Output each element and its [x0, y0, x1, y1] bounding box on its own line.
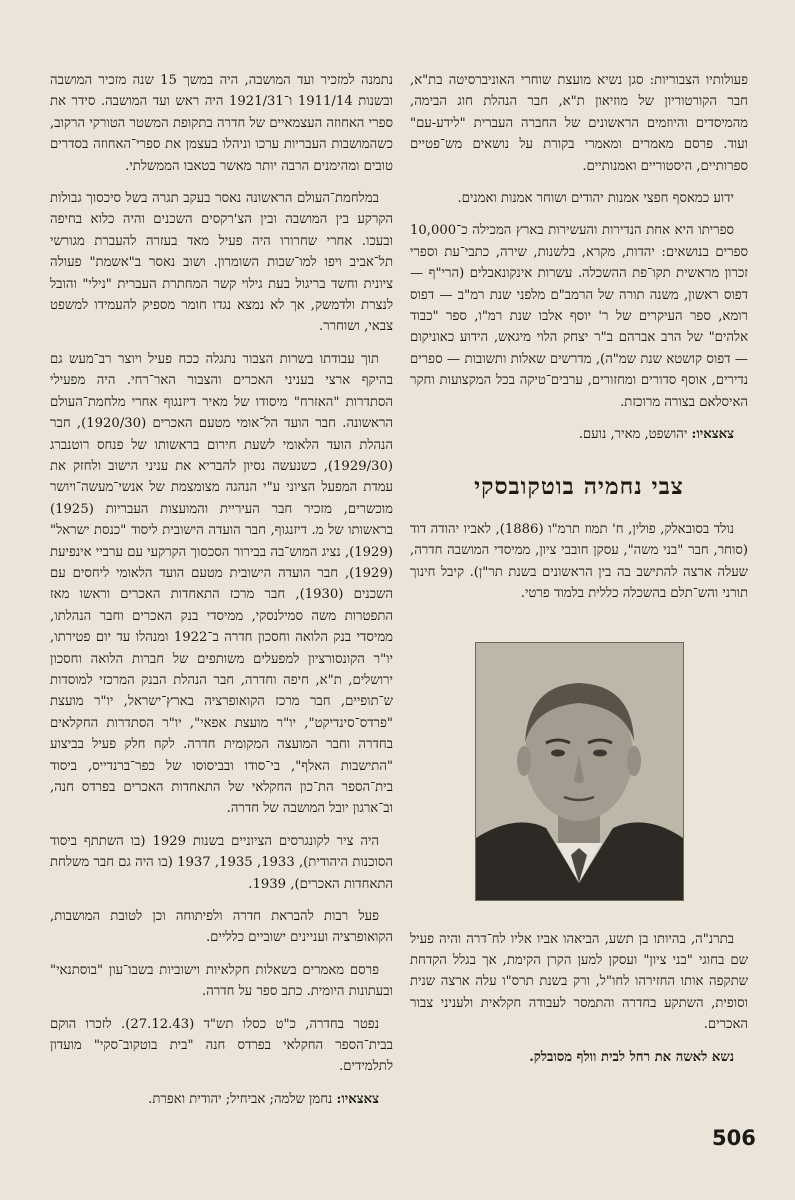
paragraph: ספריתו היא אחת הנדירות והעשירות בארץ המכילה כ־10,000 ספרים בנושאים: יהדות, מקרא, בלשנות, שירה, כתבי־עת וספרי זכרון מראשית תקו־פת ההשכלה. עשרות אינקונאבלים (הרי"ף — דפוס ראשון, משנה תורה של הרמב"ם מלפני שנת רמ"ב — דפוס רומא, ספר העיקרים של ר' יוסף אלבו שנת רמ"ו, ספר "כבוד אלהים" של הרב אברהם ב"ר יצחק הלוי מיגאש, הידוע כאוניקום — דפוס קושטא שנת שמ"ה), מדרשים שאלות ותשובות — ספרים נדירים, אוסף סדורים ומחזורים, ערבים־טיקה בכל המקצועות וחקר האיסלאם בצורה מרוכזת. — [410, 223, 748, 410]
paragraph: פעל רבות להבראת חדרה ולפיתוחה וכן לטובת המושבות, הקואופרציה ועניינים ישוביים כלליים. — [50, 909, 393, 946]
page-number: 506 — [712, 1126, 756, 1150]
portrait-photo — [475, 642, 684, 901]
descendants-text: נחמן שלמה; אביחיל; יהודית ואפרת. — [148, 1091, 333, 1107]
descendants-label: צאצאיו: — [691, 427, 734, 443]
paragraph: נתמנה למזכיר ועד המושבה, היה במשך 15 שנה מזכיר המושבה ובשנות 1911/14 ו־1921/31 היה ראש ועד המושבה. סידר את ספרי האחוזה העצמאיים של חדרה בתקופת המשטר הטורקי הרקוב, כשהמושבות העבריות ערכו וניהלו בעצמן את ספרי־האחוזה בסדרים טובים ומהימנים הרבה יותר מאשר בטאבו הממשלתי. — [50, 73, 394, 174]
left-column — [50, 70, 393, 1121]
paragraph: פעולותיו הצבוריות: סגן נשיא מועצת שוחרי האוניברסיטה בת"א, חבר הקורטוריון של מוזיאון ת"א, חבר הנהלת חוג הבימה, מהמיסדים והיוזמים הראשונים של החברה העברית "לידע-עם" ועוד. פרסם מאמרים ומאמרי בקורת על נושאים מש־פטיים ספרותיים, היסטוריים ואמנותיים. — [410, 73, 748, 174]
paragraph-married: נשא לאשה את רחל לבית וולף מסובלק. — [529, 1049, 734, 1065]
portrait-image — [476, 643, 683, 900]
descendants-label: צאצאיו: — [336, 1091, 379, 1107]
paragraph: נולד בסובאלק, פולין, ח' תמוז תרמ"ו (1886), לאביו יהודה דוד (סוחר, חבר "בני משה", עסקן חובבי ציון, ממיסדי המושבה חדרה, שעלה ארצה להתישב בה בין הראשונים בשנת תר"ן). קיבל חינוך תורני והש־תלם בהשכלה כללית בלמוד פרטי. — [410, 521, 748, 602]
paragraph: במלחמת־העולם הראשונה נאסר בעקב תגרה בשל סיכסוך גבולות הקרקע בין המושבה ובין הצ'רקסים השכנים והיה כלוא בחיפה ובעכו. אחרי שחרורו היה פעיל מאד בעזרה להעברת מגורשי תל־אביב ויפו למו־שבות השומרון. ושוב נאסר ב"אשמת" פעולה ציונית וחשד בריגול בעת גילוי קשר המחתרת העברית "נילי" והובל לנצרת ולדמשק, אך לא נמצא נגדו חומר מספיק להעמידו למשפט צבאי, ושוחרר. — [50, 191, 393, 335]
paragraph: נפטר בחדרה, כ"ט כסלו תש"ד (27.12.43). לזכרו הוקם בבית־הספר החקלאי בפרדס חנה "בית בוטקוב־סקי" מועדון לתלמידים. — [50, 1016, 393, 1075]
descendants-line — [50, 1089, 393, 1110]
paragraph: היה ציר לקונגרסים הציוניים בשנות 1929 (בו השתתף ביסוד הסוכנות היהודית), 1933, 1935, 1937 (בו היה גם חבר משלחת התאחדות האכרים), 1939. — [50, 833, 394, 892]
paragraph: ידוע כמאסף חפצי אמנות יהודים ושוחר אמנות ואמנים. — [457, 191, 734, 207]
paragraph: תוך עבודתו בשרות הצבור נתגלה ככח פעיל ויוצר רב־מעש גם בהיקף ארצי בעניני האכרים והצבור האר־רחי. היה מפעילי הסתדרות "האזרח" מיסודו של מאיר דיזנגוף אחרי מלחמת־העולם הראשונה. חבר הועד הל־אומי מטעם האכרים (1920/30), חבר הנהלת הועד הלאומי לשעת חירום בראשותו של פנחס רוטנברג (1929/30), כשנעשה נסיון להבריא את עניני הישוב ולחזק את עמדת המפעל הציוני ע"י הנהגה מצומצמת של אנשי־מעשה־ויושר מוכשרים, מזכיר חבר העיריית והמועצות העבריות (1925) בראשותו של מ. דיזנגוף, חבר הועדה הישובית ליסוד "כנסת ישראל" (1929), נציג המוש־בה בבירור הסכסוך הקרקעי עם ערביי אינפיעת (1929), חבר הועדה הישובית מטעם הועד הלאומי ליחסים עם השכנים (1930), חבר מרכז התאחדות האכרים וראשו מאז התפטרות משה סמילנסקי, ממיסדי בנק האכרים וחבר הנהלתו, ממיסדי בנק הלואה וחסכון חדרה ב־1922 ומנהלו עד יום פטירתו, יו"ר הקונסורציון למפעלים משותפים של חברות הלואה וחסכון ירושלים, ת"א, חיפה וחדרה, חבר הנהלת הבנק המרכזי למוסדות ש־תופיים, חבר מרכז הקואופרציה בארץ־ישראל, יו"ר מועצת "פרדס־סינדיקט", יו"ר מועצת אפאי", יו"ר הסתדרות החקלאים בחדרה וחבר המועצה המקומית חדרה. לקח חלק פעיל בביצוע "התישבות האלף", בי־סודו ובביסוסו של כפר־ברנדייס, ביסוד בית־הספר הת־כון החקלאי של התאחדות האכרים בפרדס חנה, וב־ארגון יובל המושבה של חדרה. — [50, 351, 394, 817]
paragraph: פרסם מאמרים בשאלות חקלאיות וישוביות בשבו־עון "בוסתנאי" ובעתונות היומית. כתב ספר על חדרה. — [50, 962, 393, 1000]
right-column — [410, 70, 748, 1079]
descendants-text: יהושפט, מאיר, נועם. — [578, 427, 688, 443]
paragraph: בתרנ"ה, בהיותו בן תשע, הביאהו אביו אליו לח־דרה והיה פעיל שם בחוגי "בני ציון" ועסקן למען הקרן הקימת, אך בגלל הקדחת שתקפה אותו החזירהו לחו"ל, ורק בשנת תרס"ו עלה ארצה שנית וסופית, השתקע בחדרה והתמסר לעבודה חקלאית ולעניני צבור האכרים. — [410, 931, 748, 1033]
descendants-line — [410, 424, 748, 445]
entry-heading: צבי נחמיה בוטקובסקי — [474, 472, 684, 500]
